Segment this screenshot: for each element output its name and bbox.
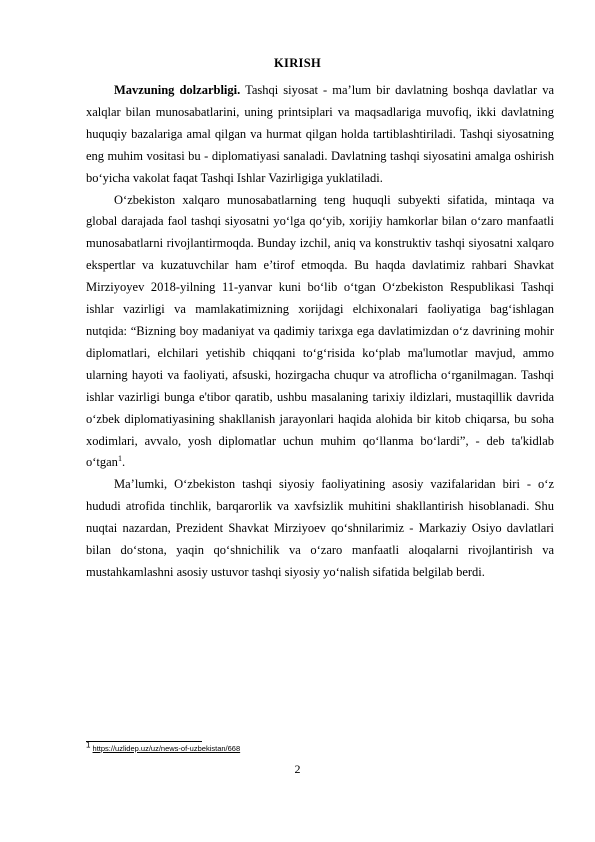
footnote-reference[interactable]: 1: [117, 454, 122, 464]
footnote: [86, 740, 241, 753]
page-number: 2: [294, 762, 301, 776]
paragraph-end: .: [121, 455, 126, 470]
paragraph-relevance: [86, 80, 554, 190]
paragraph-text: Ma’lumki, O‘zbekiston tashqi siyosiy faoliyatining asosiy vazifalaridan biri - o‘z hududi atrofida tinchlik, barqarorlik va xavfsizlik muhitini shakllantirish hisoblanadi. Shu nuqtai nazardan, Prezident Shavkat Mirziyoev qo‘shnilarimiz - Markaziy Osiyo davlatlari bilan do‘stona, yaqin qo‘shnichilik va o‘zaro manfaatli aloqalarni rivojlantirish va mustahkamlashni asosiy ustuvor tashqi siyosiy yo‘nalish sifatida belgilab berdi.: [86, 477, 554, 579]
document-body: [86, 80, 554, 584]
footnote-divider: [86, 741, 202, 742]
paragraph-lead: Mavzuning dolzarbligi.: [114, 83, 241, 97]
footnote-link[interactable]: https://uzlidep.uz/uz/news-of-uzbekistan/668: [92, 744, 241, 753]
paragraph-text: Tashqi siyosat - ma’lum bir davlatning boshqa davlatlar va xalqlar bilan munosabatlarini, uning printsiplari va maqsadlariga muvofiq, ikki davlatning huquqiy bazalariga amal qilgan va hurmat qilgan holda tartiblashtiriladi. Tashqi siyosatning eng muhim vositasi bu - diplomatiyasi sanaladi. Davlatning tashqi siyosatini amalga oshirish bo‘yicha vakolat faqat Tashqi Ishlar Vazirligiga yuklatiladi.: [86, 83, 554, 185]
paragraph-foreign-policy: [86, 190, 554, 475]
paragraph-security: [86, 474, 554, 584]
footnote-mark: 1: [86, 740, 91, 750]
page-title: KIRISH: [274, 56, 321, 70]
paragraph-text: O‘zbekiston xalqaro munosabatlarning teng huquqli subyekti sifatida, mintaqa va global darajada faol tashqi siyosatni yo‘lga qo‘yib, xorijiy hamkorlar bilan o‘zaro manfaatli munosabatlarni rivojlantirmoqda. Bunday izchil, aniq va konstruktiv tashqi siyosatni xalqaro ekspertlar va kuzatuvchilar ham e’tirof etmoqda. Bu haqda davlatimiz rahbari Shavkat Mirziyoyev 2018-yilning 11-yanvar kuni bo‘lib o‘tgan O‘zbekiston Respublikasi Tashqi ishlar vazirligi va mamlakatimizning xorijdagi elchixonalari faoliyatiga bag‘ishlagan nutqida: “Bizning boy madaniyat va qadimiy tarixga ega davlatimizdan o‘z davrining mohir diplomatlari, elchilari yetishib chiqqani to‘g‘risida ko‘plab ma'lumotlar mavjud, ammo ularning hayoti va faoliyati, afsuski, hozirgacha chuqur va atroflicha o‘rganilmagan. Tashqi ishlar vazirligi bunga e'tibor qaratib, ushbu masalaning tarixiy ildizlari, mustaqillik davrida o‘zbek diplomatiyasining shakllanish jarayonlari haqida alohida bir kitob chiqarsa, bu soha xodimlari, avvalo, yosh diplomatlar uchun muhim qo‘llanma bo‘lardi”, - deb ta'kidlab o‘tgan: [86, 192, 554, 470]
